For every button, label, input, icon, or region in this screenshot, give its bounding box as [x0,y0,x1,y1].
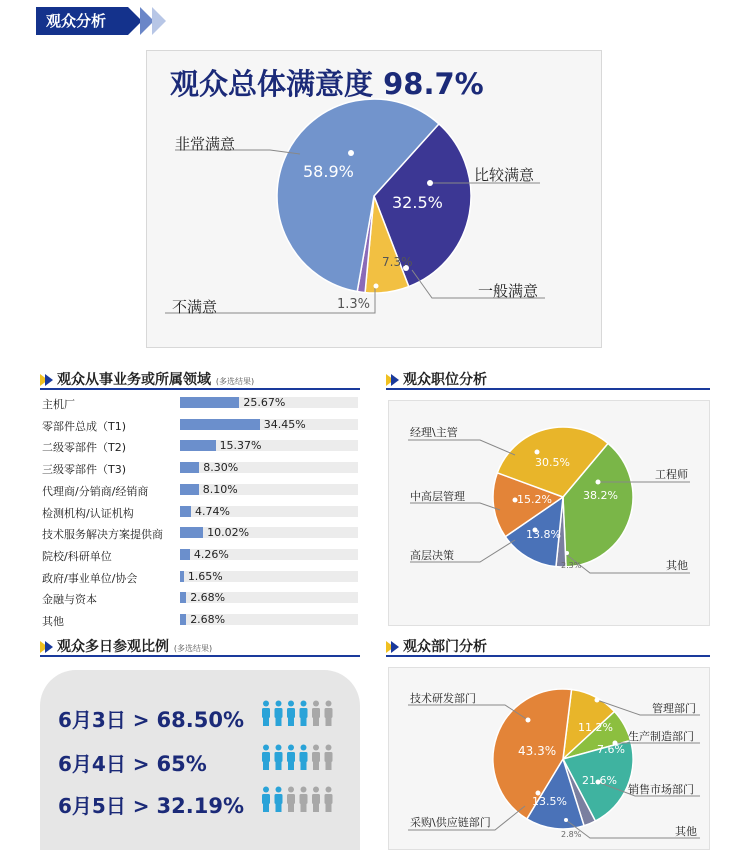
department-label-procurement: 采购\供应链部门 [410,816,491,829]
pie-label-very-satisfied: 非常满意 [175,135,236,153]
pie-label-general-satisfied: 一般满意 [478,282,539,300]
department-label-other: 其他 [675,825,697,838]
department-value-procurement: 13.5% [532,795,567,808]
position-value-mid-senior: 15.2% [517,493,552,506]
day-value: 32.19% [156,794,244,818]
bar-value-label: 10.02% [207,526,250,540]
department-value-production: 7.6% [597,743,625,756]
position-value-engineer: 38.2% [583,489,618,502]
position-label-executive: 高层决策 [410,549,454,562]
bar-category-label: 零部件总成（T1) [42,419,127,433]
day-value: 68.50% [156,708,244,732]
day-label: 6月4日 > [58,752,150,776]
pie-value-fairly-satisfied: 32.5% [392,193,443,212]
department-title-text: 观众部门分析 [403,639,487,655]
pie-label-not-satisfied: 不满意 [172,298,218,316]
satisfaction-title-text: 观众总体满意度 [170,67,374,101]
department-label-rnd: 技术研发部门 [410,692,476,705]
pie-label-fairly-satisfied: 比较满意 [474,166,535,184]
department-label-sales: 销售市场部门 [628,783,694,796]
bar-value-label: 4.26% [193,547,229,561]
department-value-management: 11.2% [578,721,613,734]
multiday-subtitle: (多选结果) [173,644,213,653]
day-label: 6月3日 > [58,708,150,732]
position-value-executive: 13.8% [526,528,561,541]
bar-value-label: 1.65% [187,569,223,583]
bar-value-label: 34.45% [263,417,306,431]
position-label-engineer: 工程师 [655,468,688,481]
position-label-manager: 经理\主管 [410,426,458,439]
department-label-production: 生产制造部门 [628,730,694,743]
day-label: 6月5日 > [58,794,150,818]
position-label-mid-senior: 中高层管理 [410,490,465,503]
pie-value-very-satisfied: 58.9% [303,162,354,181]
department-label-management: 管理部门 [652,702,696,715]
business-title-text: 观众从事业务或所属领域 [57,372,211,388]
bar-category-label: 技术服务解决方案提供商 [42,528,163,542]
department-value-sales: 21.6% [582,774,617,787]
satisfaction-title-value: 98.7% [383,67,484,101]
bar-category-label: 检测机构/认证机构 [42,506,134,520]
bar-value-label: 2.68% [190,591,226,605]
bar-category-label: 其他 [42,615,64,628]
department-value-other: 2.8% [561,830,582,839]
bar-category-label: 三级零部件（T3) [42,463,127,477]
bar-category-label: 政府/事业单位/协会 [42,571,138,585]
bar-category-label: 金融与资本 [42,593,97,607]
bar-value-label: 15.37% [219,439,262,453]
day-value: 65% [156,752,207,776]
bar-category-label: 院校/科研单位 [42,549,112,563]
multiday-title-text: 观众多日参观比例 [57,639,169,655]
position-label-other: 其他 [666,559,688,572]
department-value-rnd: 43.3% [518,744,557,758]
bar-value-label: 25.67% [243,396,286,409]
bar-category-label: 二级零部件（T2) [42,441,127,455]
pie-value-general-satisfied: 7.3% [382,255,413,269]
position-value-manager: 30.5% [535,456,570,469]
bar-value-label: 2.68% [190,613,226,626]
bar-value-label: 8.30% [203,461,239,475]
pie-value-not-satisfied: 1.3% [337,297,371,312]
bar-value-label: 8.10% [202,482,238,496]
bar-category-label: 主机厂 [42,398,75,411]
position-value-other: 2.3% [561,561,582,570]
bar-category-label: 代理商/分销商/经销商 [42,484,149,498]
section-tag: 观众分析 [36,7,128,35]
position-title-text: 观众职位分析 [403,372,487,388]
bar-value-label: 4.74% [194,504,230,518]
business-subtitle: (多选结果) [215,377,255,386]
